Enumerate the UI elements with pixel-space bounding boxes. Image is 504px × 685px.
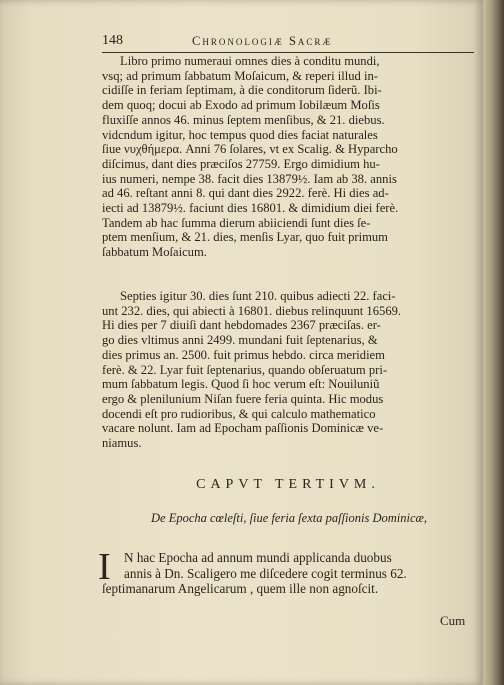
text-line: ſiue νυχθήμερα. Anni 76 ſolares, vt ex Scalig. & Hyparcho xyxy=(102,142,398,157)
catchword: Cum xyxy=(440,613,466,628)
text-line: mum ſabbatum legis. Quod ſi hoc verum eſt: Nouiluniũ xyxy=(102,377,380,392)
page-edge xyxy=(483,0,504,685)
running-title: Chronologiæ Sacræ xyxy=(192,34,333,48)
text-line: fluxiſſe annos 46. minus ſeptem menſibus, & 21. diebus. xyxy=(102,112,385,127)
text-line: dies primus an. 2500. fuit primus hebdo. circa meridiem xyxy=(102,347,385,362)
text-line: Tandem ab hac ſumma dierum abiiciendi ſunt dies ſe- xyxy=(102,215,371,230)
chapter-heading: CAPVT TERTIVM. xyxy=(196,477,380,492)
text-line: ius numeri, nempe 38. facit dies 13879½. Iam ab 38. annis xyxy=(102,171,397,186)
text-line: Hi dies per 7 diuiſi dant hebdomades 2367 præciſas. er- xyxy=(102,318,381,333)
header-rule xyxy=(102,52,474,53)
text-line: vacare nolunt. Iam ad Epocham paſſionis Dominicæ ve- xyxy=(102,421,384,436)
text-line: ferè. & 22. Lyar fuit ſeptenarius, quando obſeruatum pri- xyxy=(102,362,388,377)
drop-cap: I xyxy=(98,546,111,588)
running-head xyxy=(102,33,474,51)
text-line: diſcimus, dant dies præciſos 27759. Ergo dimidium hu- xyxy=(102,156,380,171)
text-line: docendi eſt pro rudioribus, & qui calculo mathematico xyxy=(102,406,376,421)
text-line: Septies igitur 30. dies ſunt 210. quibus adiecti 22. faci- xyxy=(120,289,396,303)
paragraph-3 xyxy=(102,550,476,597)
text-line: N hac Epocha ad annum mundi applicanda duobus xyxy=(124,550,392,565)
text-line: niamus. xyxy=(102,436,142,451)
text-line: unt 232. dies, qui abiecti à 16801. diebus relinquunt 16569. xyxy=(102,303,402,318)
text-line: dem quoq; docui ab Exodo ad primum Iobilæum Moſis xyxy=(102,98,380,113)
text-line: annis à Dn. Scaligero me diſcedere cogit terminus 62. xyxy=(124,565,407,581)
text-line: cidiſſe in feriam ſeptimam, à die conditorum ſiderũ. Ibi- xyxy=(102,83,382,98)
text-line: ſabbatum Moſaicum. xyxy=(102,245,207,260)
text-line: vidcndum igitur, hoc tempus quod dies faciat naturales xyxy=(102,127,378,142)
text-line: ergo & plenilunium Niſan fuere feria quinta. Hic modus xyxy=(102,391,384,406)
text-line: go dies vltimus anni 2499. mundani fuit ſeptenarius, & xyxy=(102,333,378,348)
text-line: Libro primo numeraui omnes dies à conditu mundi, xyxy=(120,54,380,68)
page-number: 148 xyxy=(102,33,123,48)
text-line: vsq; ad primum ſabbatum Moſaicum, & reperi illud in- xyxy=(102,68,378,83)
text-line: iecti ad 13879½. faciunt dies 16801. & dimidium diei ferè. xyxy=(102,201,399,216)
paragraph-1 xyxy=(102,54,476,260)
paragraph-2 xyxy=(102,289,476,451)
chapter-subtitle: De Epocha cœleſti, ſiue feria ſexta paſſionis Dominicæ, xyxy=(151,511,427,525)
text-line: ſeptimanarum Angelicarum , quem ille non agnoſcit. xyxy=(102,581,379,597)
text-line: ad 46. reſtant anni 8. qui dant dies 2922. ferè. Hi dies ad- xyxy=(102,186,389,201)
text-line: ptem menſium, & 21. dies, menſis Lyar, quo fuit primum xyxy=(102,230,388,245)
